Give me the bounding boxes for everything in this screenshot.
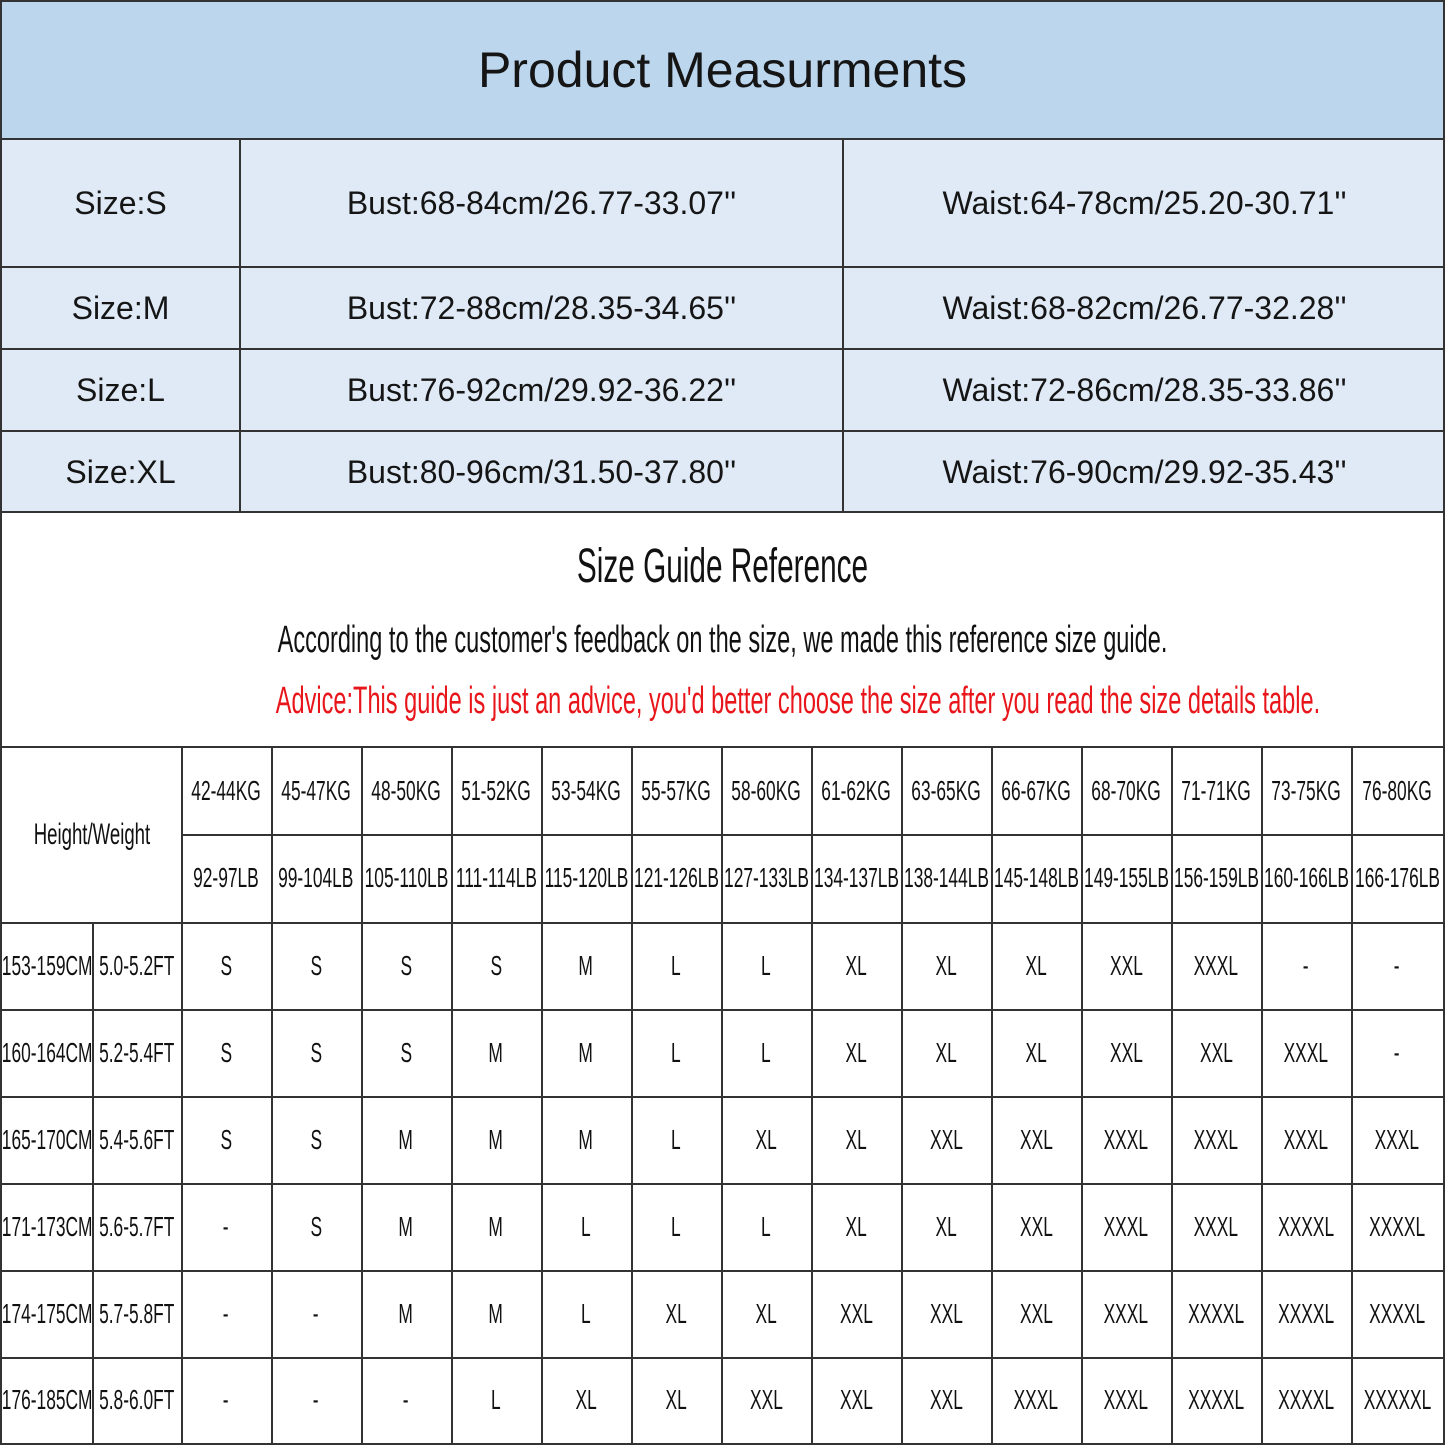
recommended-size-text: - (313, 1297, 319, 1329)
recommended-size-text: M (488, 1297, 504, 1329)
height-ft-text: 5.8-6.0FT (98, 1384, 175, 1415)
height-ft-text: 5.2-5.4FT (98, 1036, 175, 1068)
weight-kg-header-text: 68-70KG (1091, 775, 1161, 806)
recommended-size (271, 1009, 361, 1096)
recommended-size-text: - (313, 1384, 319, 1415)
recommended-size (271, 922, 361, 1009)
weight-kg-header-text: 55-57KG (641, 775, 711, 806)
recommended-size (1081, 1009, 1171, 1096)
weight-kg-header (1081, 748, 1171, 834)
height-cm (2, 922, 92, 1009)
weight-kg-header-text: 58-60KG (731, 775, 801, 806)
recommended-size (901, 1183, 991, 1270)
weight-lb-header-text: 127-133LB (723, 862, 809, 893)
weight-kg-header (1351, 748, 1443, 834)
weight-lb-header-text: 105-110LB (364, 862, 448, 893)
recommended-size-text: XXXXL (1278, 1210, 1334, 1242)
recommended-size-text: XXXL (1193, 1210, 1239, 1242)
recommended-size-text: S (220, 949, 232, 981)
recommended-size (361, 1096, 451, 1183)
weight-lb-header-text: 99-104LB (278, 862, 354, 893)
recommended-size-text: S (310, 1210, 322, 1242)
recommended-size-text: L (761, 1210, 771, 1242)
size-chart-grid (0, 746, 1445, 1445)
recommended-size-text: M (578, 1123, 594, 1155)
waist-measurement: Waist:68-82cm/26.77-32.28'' (942, 289, 1347, 326)
recommended-size-text: L (581, 1210, 591, 1242)
recommended-size-text: M (398, 1123, 414, 1155)
recommended-size (631, 922, 721, 1009)
size-label: Size:XL (2, 432, 241, 513)
recommended-size-text: XXL (749, 1384, 783, 1415)
recommended-size-text: XXL (1199, 1036, 1233, 1068)
recommended-size-text: XXXL (1103, 1297, 1149, 1329)
height-cm (2, 1270, 92, 1357)
weight-kg-header-text: 71-71KG (1181, 775, 1251, 806)
measurement-row (2, 350, 1443, 432)
recommended-size (181, 1357, 271, 1443)
recommended-size (721, 1357, 811, 1443)
recommended-size-text: XL (755, 1297, 777, 1329)
recommended-size (991, 1270, 1081, 1357)
recommended-size-text: S (310, 1036, 322, 1068)
recommended-size (721, 1183, 811, 1270)
recommended-size (631, 1096, 721, 1183)
recommended-size-text: XL (1025, 1036, 1047, 1068)
recommended-size (361, 1357, 451, 1443)
recommended-size-text: XXXXL (1278, 1297, 1334, 1329)
recommended-size (1171, 1183, 1261, 1270)
recommended-size-text: XXXXL (1188, 1384, 1244, 1415)
recommended-size-text: XXXXL (1278, 1384, 1334, 1415)
recommended-size (811, 1096, 901, 1183)
height-ft (92, 1183, 181, 1270)
recommended-size (811, 1270, 901, 1357)
recommended-size (1351, 1357, 1443, 1443)
recommended-size (811, 1357, 901, 1443)
waist-measurement: Waist:72-86cm/28.35-33.86'' (942, 371, 1347, 408)
height-cm (2, 1009, 92, 1096)
height-ft (92, 1357, 181, 1443)
weight-kg-header (361, 748, 451, 834)
recommended-size-text: XXXXL (1369, 1210, 1425, 1242)
weight-kg-header (451, 748, 541, 834)
measurements-title: Product Measurments (2, 2, 1443, 140)
weight-lb-header-text: 156-159LB (1173, 862, 1259, 893)
weight-lb-header (991, 834, 1081, 922)
recommended-size (1351, 1096, 1443, 1183)
recommended-size-text: XXXXXL (1363, 1384, 1431, 1415)
recommended-size (1081, 1357, 1171, 1443)
weight-lb-header-text: 115-120LB (544, 862, 628, 893)
recommended-size (541, 1270, 631, 1357)
recommended-size (1081, 1183, 1171, 1270)
recommended-size (361, 1183, 451, 1270)
recommended-size (991, 922, 1081, 1009)
height-weight-label (2, 748, 181, 922)
height-ft-text: 5.7-5.8FT (98, 1297, 175, 1329)
recommended-size-text: M (488, 1210, 504, 1242)
recommended-size (1261, 1357, 1351, 1443)
recommended-size-text: L (761, 949, 771, 981)
recommended-size (541, 1183, 631, 1270)
recommended-size-text: S (400, 1036, 412, 1068)
recommended-size-text: - (223, 1384, 229, 1415)
recommended-size (1261, 1096, 1351, 1183)
recommended-size-text: XXXL (1103, 1123, 1149, 1155)
weight-kg-header-text: 42-44KG (191, 775, 261, 806)
weight-kg-header (1261, 748, 1351, 834)
recommended-size-text: XL (575, 1384, 597, 1415)
weight-lb-header (451, 834, 541, 922)
recommended-size (541, 922, 631, 1009)
recommended-size-text: XXL (839, 1384, 873, 1415)
recommended-size (1171, 1270, 1261, 1357)
recommended-size (631, 1357, 721, 1443)
recommended-size-text: XXL (1019, 1123, 1053, 1155)
measurement-row (2, 140, 1443, 268)
recommended-size (181, 1270, 271, 1357)
recommended-size-text: XXXL (1283, 1123, 1329, 1155)
recommended-size (541, 1096, 631, 1183)
height-cm-text: 171-173CM (1, 1210, 93, 1242)
height-cm-text: 160-164CM (1, 1036, 93, 1068)
recommended-size-text: XXL (839, 1297, 873, 1329)
recommended-size-text: S (220, 1036, 232, 1068)
recommended-size-text: XXL (1109, 1036, 1143, 1068)
recommended-size (1081, 1270, 1171, 1357)
weight-lb-header-text: 138-144LB (903, 862, 989, 893)
weight-kg-header (811, 748, 901, 834)
measurement-row (2, 432, 1443, 513)
recommended-size (1351, 1009, 1443, 1096)
recommended-size-text: L (491, 1384, 501, 1415)
recommended-size (1261, 922, 1351, 1009)
recommended-size-text: L (671, 1036, 681, 1068)
measurement-row (2, 268, 1443, 350)
weight-kg-header-text: 76-80KG (1362, 775, 1432, 806)
weight-lb-header-text: 121-126LB (633, 862, 719, 893)
recommended-size-text: XL (845, 949, 867, 981)
recommended-size-text: L (671, 949, 681, 981)
recommended-size (361, 1009, 451, 1096)
recommended-size-text: XXXL (1374, 1123, 1420, 1155)
height-ft-text: 5.0-5.2FT (98, 949, 175, 981)
height-ft (92, 1270, 181, 1357)
recommended-size (451, 1009, 541, 1096)
height-cm-text: 165-170CM (1, 1123, 93, 1155)
recommended-size-text: XXL (929, 1297, 963, 1329)
height-cm (2, 1096, 92, 1183)
recommended-size-text: S (490, 949, 502, 981)
weight-lb-header-text: 134-137LB (813, 862, 899, 893)
weight-kg-header (271, 748, 361, 834)
recommended-size-text: XXXL (1193, 1123, 1239, 1155)
recommended-size (1081, 1096, 1171, 1183)
recommended-size-text: L (671, 1123, 681, 1155)
weight-kg-header-text: 63-65KG (911, 775, 981, 806)
weight-kg-header-text: 61-62KG (821, 775, 891, 806)
recommended-size-text: XXL (929, 1123, 963, 1155)
recommended-size (271, 1096, 361, 1183)
height-cm (2, 1183, 92, 1270)
recommended-size (541, 1357, 631, 1443)
recommended-size (721, 1096, 811, 1183)
weight-kg-header (541, 748, 631, 834)
recommended-size-text: - (1394, 949, 1400, 981)
height-cm-text: 174-175CM (1, 1297, 93, 1329)
height-cm (2, 1357, 92, 1443)
size-label: Size:L (2, 350, 241, 430)
recommended-size-text: XL (845, 1036, 867, 1068)
recommended-size (721, 922, 811, 1009)
recommended-size (721, 1009, 811, 1096)
size-label: Size:S (2, 140, 241, 266)
weight-kg-header (181, 748, 271, 834)
recommended-size (451, 1357, 541, 1443)
weight-kg-header-text: 45-47KG (281, 775, 351, 806)
recommended-size-text: XL (665, 1384, 687, 1415)
recommended-size-text: - (1394, 1036, 1400, 1068)
weight-kg-header-text: 73-75KG (1271, 775, 1341, 806)
recommended-size (271, 1357, 361, 1443)
recommended-size-text: L (581, 1297, 591, 1329)
recommended-size (451, 1270, 541, 1357)
waist-measurement: Waist:64-78cm/25.20-30.71'' (942, 184, 1347, 221)
weight-lb-header-text: 145-148LB (993, 862, 1079, 893)
recommended-size (181, 922, 271, 1009)
recommended-size-text: S (400, 949, 412, 981)
recommended-size (631, 1183, 721, 1270)
weight-kg-header-text: 51-52KG (461, 775, 531, 806)
recommended-size-text: M (398, 1210, 414, 1242)
size-guide-advice: Advice:This guide is just an advice, you'd better choose the size after you read the size details table. (275, 680, 1321, 722)
recommended-size (901, 1357, 991, 1443)
recommended-size (1171, 922, 1261, 1009)
weight-lb-header (361, 834, 451, 922)
recommended-size (901, 1270, 991, 1357)
recommended-size-text: XL (935, 1210, 957, 1242)
recommended-size (181, 1183, 271, 1270)
recommended-size-text: XXXL (1103, 1384, 1149, 1415)
weight-lb-header (1081, 834, 1171, 922)
recommended-size-text: - (403, 1384, 409, 1415)
size-guide-title: Size Guide Reference (576, 540, 869, 593)
bust-measurement: Bust:76-92cm/29.92-36.22'' (241, 350, 844, 430)
recommended-size-text: M (578, 949, 594, 981)
recommended-size (1171, 1096, 1261, 1183)
height-cm-text: 176-185CM (1, 1384, 93, 1415)
recommended-size (811, 1009, 901, 1096)
size-guide-subtitle: According to the customer's feedback on the size, we made this reference size guide. (277, 619, 1168, 661)
weight-kg-header (1171, 748, 1261, 834)
recommended-size (1351, 1270, 1443, 1357)
weight-lb-header (271, 834, 361, 922)
recommended-size-text: L (761, 1036, 771, 1068)
weight-kg-header (991, 748, 1081, 834)
recommended-size-text: - (223, 1297, 229, 1329)
recommended-size (901, 1009, 991, 1096)
recommended-size-text: XL (845, 1123, 867, 1155)
recommended-size (541, 1009, 631, 1096)
recommended-size (361, 922, 451, 1009)
weight-kg-header-text: 66-67KG (1001, 775, 1071, 806)
recommended-size-text: XXL (1109, 949, 1143, 981)
recommended-size-text: M (578, 1036, 594, 1068)
recommended-size-text: - (1303, 949, 1309, 981)
recommended-size (181, 1096, 271, 1183)
size-label: Size:M (2, 268, 241, 348)
weight-kg-header-text: 48-50KG (371, 775, 441, 806)
height-weight-label-text: Height/Weight (33, 818, 150, 851)
weight-lb-header-text: 160-166LB (1263, 862, 1349, 893)
recommended-size (1081, 922, 1171, 1009)
product-measurements-table (0, 0, 1445, 513)
weight-lb-header (721, 834, 811, 922)
waist-measurement: Waist:76-90cm/29.92-35.43'' (942, 454, 1347, 490)
weight-lb-header (541, 834, 631, 922)
weight-lb-header-text: 166-176LB (1354, 862, 1440, 893)
weight-lb-header-text: 111-114LB (455, 862, 537, 893)
recommended-size (181, 1009, 271, 1096)
height-ft (92, 1096, 181, 1183)
weight-lb-header (1261, 834, 1351, 922)
recommended-size (1171, 1357, 1261, 1443)
recommended-size (1261, 1183, 1351, 1270)
height-cm-text: 153-159CM (1, 949, 93, 981)
recommended-size (451, 1183, 541, 1270)
recommended-size (991, 1183, 1081, 1270)
recommended-size (721, 1270, 811, 1357)
recommended-size-text: M (488, 1036, 504, 1068)
recommended-size (631, 1270, 721, 1357)
recommended-size-text: XXL (929, 1384, 963, 1415)
recommended-size (991, 1009, 1081, 1096)
weight-kg-header (901, 748, 991, 834)
weight-lb-header-text: 92-97LB (193, 862, 259, 893)
recommended-size (361, 1270, 451, 1357)
height-ft (92, 1009, 181, 1096)
height-ft-text: 5.6-5.7FT (98, 1210, 175, 1242)
recommended-size-text: S (310, 1123, 322, 1155)
weight-kg-header (631, 748, 721, 834)
recommended-size (451, 1096, 541, 1183)
recommended-size (901, 922, 991, 1009)
recommended-size-text: XXXL (1013, 1384, 1059, 1415)
recommended-size (1261, 1009, 1351, 1096)
weight-lb-header (901, 834, 991, 922)
recommended-size-text: XL (935, 1036, 957, 1068)
height-ft (92, 922, 181, 1009)
recommended-size (631, 1009, 721, 1096)
recommended-size (271, 1183, 361, 1270)
recommended-size-text: XL (845, 1210, 867, 1242)
weight-lb-header-text: 149-155LB (1083, 862, 1169, 893)
recommended-size (1351, 1183, 1443, 1270)
weight-kg-header-text: 53-54KG (551, 775, 621, 806)
weight-lb-header (631, 834, 721, 922)
recommended-size (901, 1096, 991, 1183)
recommended-size-text: XL (665, 1297, 687, 1329)
recommended-size-text: XXXL (1283, 1036, 1329, 1068)
recommended-size-text: - (223, 1210, 229, 1242)
recommended-size (991, 1357, 1081, 1443)
recommended-size-text: S (310, 949, 322, 981)
weight-lb-header (1171, 834, 1261, 922)
weight-lb-header (811, 834, 901, 922)
recommended-size-text: XXXXL (1369, 1297, 1425, 1329)
bust-measurement: Bust:72-88cm/28.35-34.65'' (241, 268, 844, 348)
weight-kg-header (721, 748, 811, 834)
recommended-size-text: L (671, 1210, 681, 1242)
recommended-size-text: XL (755, 1123, 777, 1155)
recommended-size (1351, 922, 1443, 1009)
recommended-size-text: XXL (1019, 1297, 1053, 1329)
recommended-size (1171, 1009, 1261, 1096)
recommended-size (271, 1270, 361, 1357)
recommended-size (811, 922, 901, 1009)
recommended-size-text: XL (1025, 949, 1047, 981)
recommended-size-text: XXXXL (1188, 1297, 1244, 1329)
size-guide-header (0, 513, 1445, 747)
bust-measurement: Bust:68-84cm/26.77-33.07'' (241, 140, 844, 266)
recommended-size (1261, 1270, 1351, 1357)
weight-lb-header (181, 834, 271, 922)
recommended-size-text: XXXL (1193, 949, 1239, 981)
recommended-size-text: M (488, 1123, 504, 1155)
recommended-size-text: S (220, 1123, 232, 1155)
recommended-size-text: XL (935, 949, 957, 981)
recommended-size-text: XXL (1019, 1210, 1053, 1242)
bust-measurement: Bust:80-96cm/31.50-37.80'' (241, 432, 844, 513)
recommended-size (811, 1183, 901, 1270)
height-ft-text: 5.4-5.6FT (98, 1123, 175, 1155)
weight-lb-header (1351, 834, 1443, 922)
recommended-size-text: M (398, 1297, 414, 1329)
recommended-size (991, 1096, 1081, 1183)
recommended-size-text: XXXL (1103, 1210, 1149, 1242)
recommended-size (451, 922, 541, 1009)
